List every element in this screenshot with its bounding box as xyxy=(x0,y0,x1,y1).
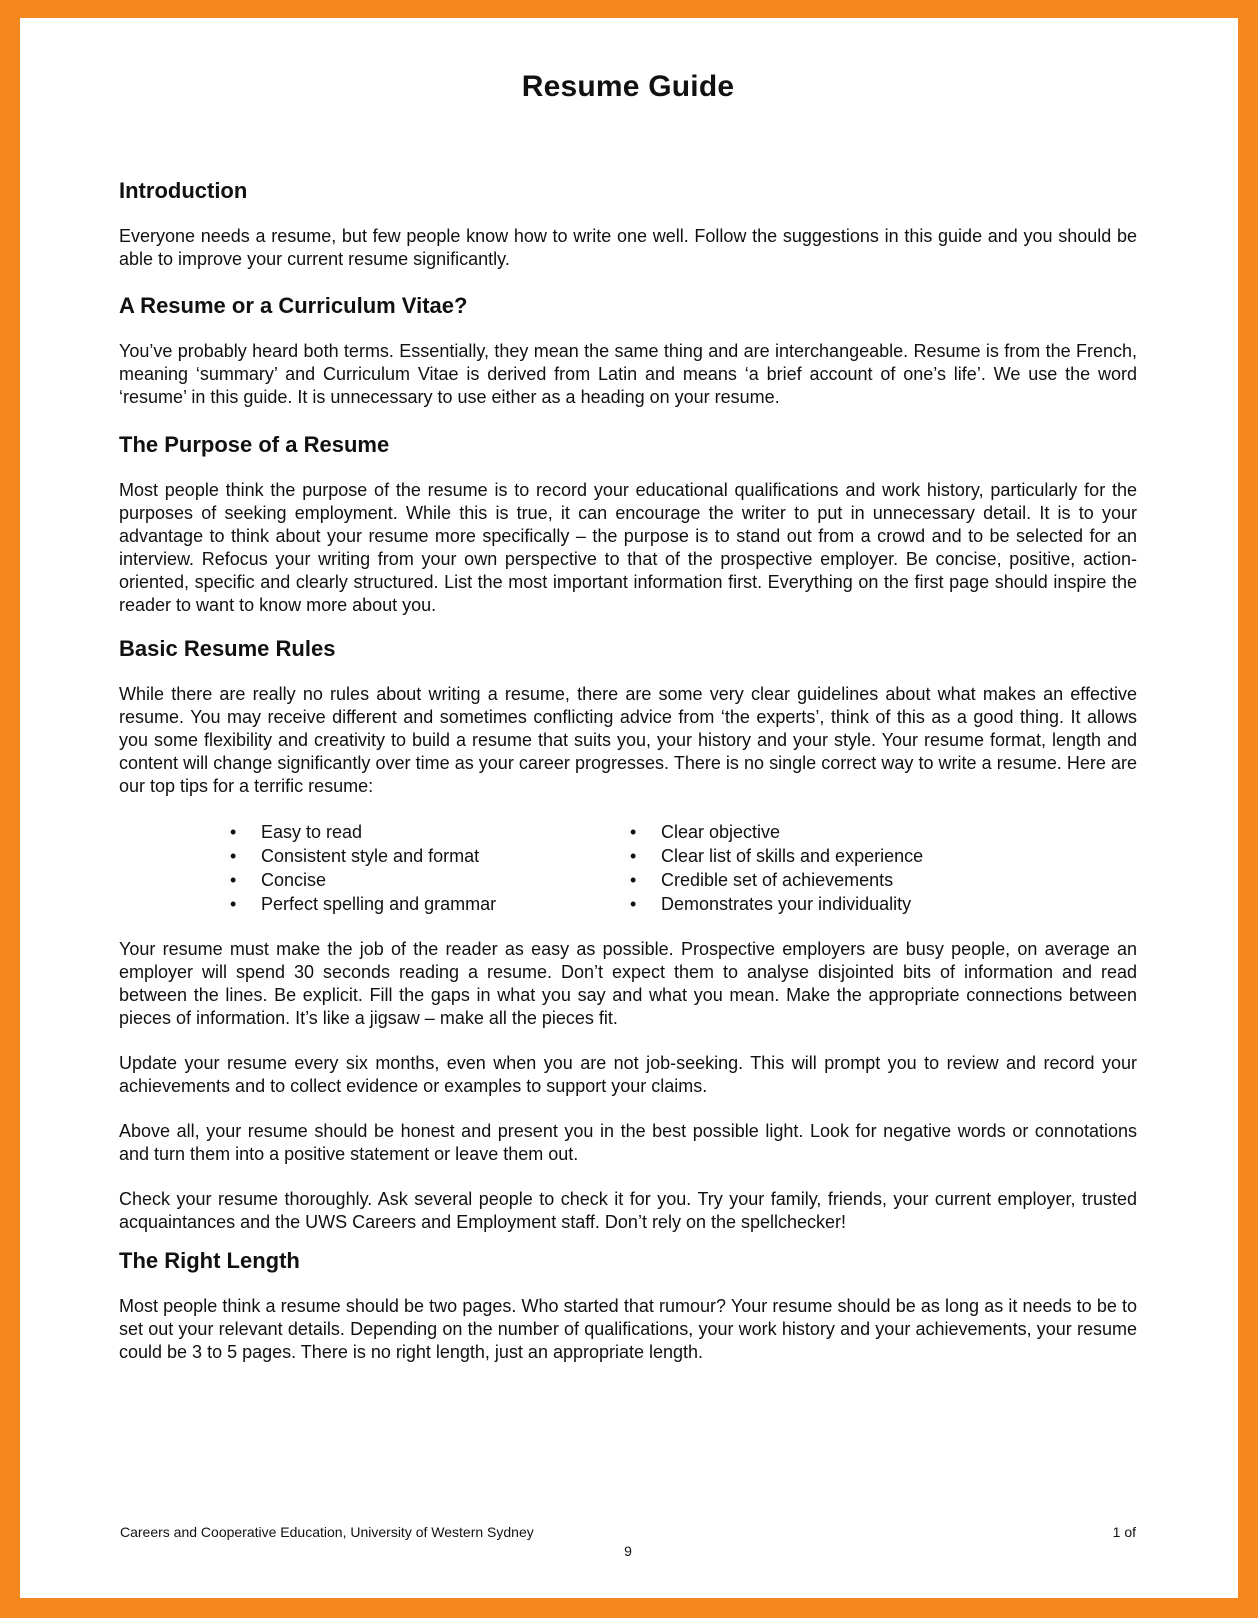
page-title: Resume Guide xyxy=(521,70,735,103)
bullet-icon: • xyxy=(630,846,637,866)
list-item xyxy=(630,844,1050,868)
list-item-text: Demonstrates your individuality xyxy=(661,894,912,914)
paragraph: Your resume must make the job of the reader as easy as possible. Prospective employers are busy people, on average an employer will spend 30 seconds reading a resume. Don’t expect them to analyse disjointed bits of information and read between the lines. Be explicit. Fill the gaps in what you say and what you mean. Make the appropriate connections between pieces of information. It’s like a jigsaw – make all the pieces fit. xyxy=(119,939,1137,1028)
section-purpose xyxy=(119,431,1137,617)
tips-column-left xyxy=(230,820,630,916)
list-item-text: Clear objective xyxy=(661,822,781,842)
list-item xyxy=(230,868,630,892)
list-item-text: Clear list of skills and experience xyxy=(661,846,924,866)
section-resume-or-cv xyxy=(119,292,1137,409)
section-heading: A Resume or a Curriculum Vitae? xyxy=(119,293,468,318)
section-basic-rules xyxy=(119,635,1137,1234)
paragraph: While there are really no rules about writing a resume, there are some very clear guidelines about what makes an effective resume. You may receive different and sometimes conflicting advice from ‘the experts’, think of this as a good thing. It allows you some flexibility and creativity to build a resume that suits you, your history and your style. Your resume format, length and content will change significantly over time as your career progresses. There is no single correct way to write a resume. Here are our top tips for a terrific resume: xyxy=(119,684,1137,796)
list-item xyxy=(230,820,630,844)
section-heading: Basic Resume Rules xyxy=(119,636,336,661)
bullet-icon: • xyxy=(630,894,637,914)
footer-source: Careers and Cooperative Education, University of Western Sydney xyxy=(120,1524,534,1540)
paragraph: You’ve probably heard both terms. Essentially, they mean the same thing and are interchangeable. Resume is from the French, meaning ‘summary’ and Curriculum Vitae is derived from Latin and means ‘a brief account of one’s life’. We use the word ‘resume’ in this guide. It is unnecessary to use either as a heading on your resume. xyxy=(119,341,1137,407)
bullet-icon: • xyxy=(230,870,237,890)
footer-page-total: 9 xyxy=(624,1543,632,1559)
list-item-text: Credible set of achievements xyxy=(661,870,894,890)
paragraph: Everyone needs a resume, but few people know how to write one well. Follow the suggestions in this guide and you should be able to improve your current resume significantly. xyxy=(119,226,1137,269)
bullet-icon: • xyxy=(230,822,237,842)
list-item xyxy=(630,868,1050,892)
tips-list xyxy=(119,820,1137,916)
bullet-icon: • xyxy=(230,846,237,866)
paragraph: Check your resume thoroughly. Ask several people to check it for you. Try your family, friends, your current employer, trusted acquaintances and the UWS Careers and Employment staff. Don’t rely on the spellchecker! xyxy=(119,1189,1137,1232)
list-item xyxy=(630,892,1050,916)
list-item-text: Concise xyxy=(261,870,327,890)
section-right-length xyxy=(119,1247,1137,1364)
paragraph: Most people think the purpose of the resume is to record your educational qualifications and work history, particularly for the purposes of seeking employment. While this is true, it can encourage the writer to put in unnecessary detail. It is to your advantage to think about your resume more specifically – the purpose is to stand out from a crowd and to be selected for an interview. Refocus your writing from your own perspective to that of the prospective employer. Be concise, positive, action-oriented, specific and clearly structured. List the most important information first. Everything on the first page should inspire the reader to want to know more about you. xyxy=(119,480,1137,615)
paragraph: Update your resume every six months, even when you are not job-seeking. This will prompt you to review and record your achievements and to collect evidence or examples to support your claims. xyxy=(119,1053,1137,1096)
paragraph: Most people think a resume should be two pages. Who started that rumour? Your resume should be as long as it needs to be to set out your relevant details. Depending on the number of qualifications, your work history and your achievements, your resume could be 3 to 5 pages. There is no right length, just an appropriate length. xyxy=(119,1296,1137,1362)
document-page xyxy=(119,0,1137,1618)
section-heading: The Right Length xyxy=(119,1248,300,1273)
bullet-icon: • xyxy=(230,894,237,914)
list-item xyxy=(230,892,630,916)
bullet-icon: • xyxy=(630,870,637,890)
list-item xyxy=(230,844,630,868)
section-heading: Introduction xyxy=(119,178,248,203)
bullet-icon: • xyxy=(630,822,637,842)
tips-column-right xyxy=(630,820,1050,916)
list-item xyxy=(630,820,1050,844)
section-introduction xyxy=(119,177,1137,271)
footer-page-label: 1 of xyxy=(1112,1524,1136,1540)
list-item-text: Perfect spelling and grammar xyxy=(261,894,497,914)
list-item-text: Consistent style and format xyxy=(261,846,480,866)
paragraph: Above all, your resume should be honest and present you in the best possible light. Look for negative words or connotations and turn them into a positive statement or leave them out. xyxy=(119,1121,1137,1164)
section-heading: The Purpose of a Resume xyxy=(119,432,390,457)
list-item-text: Easy to read xyxy=(261,822,363,842)
